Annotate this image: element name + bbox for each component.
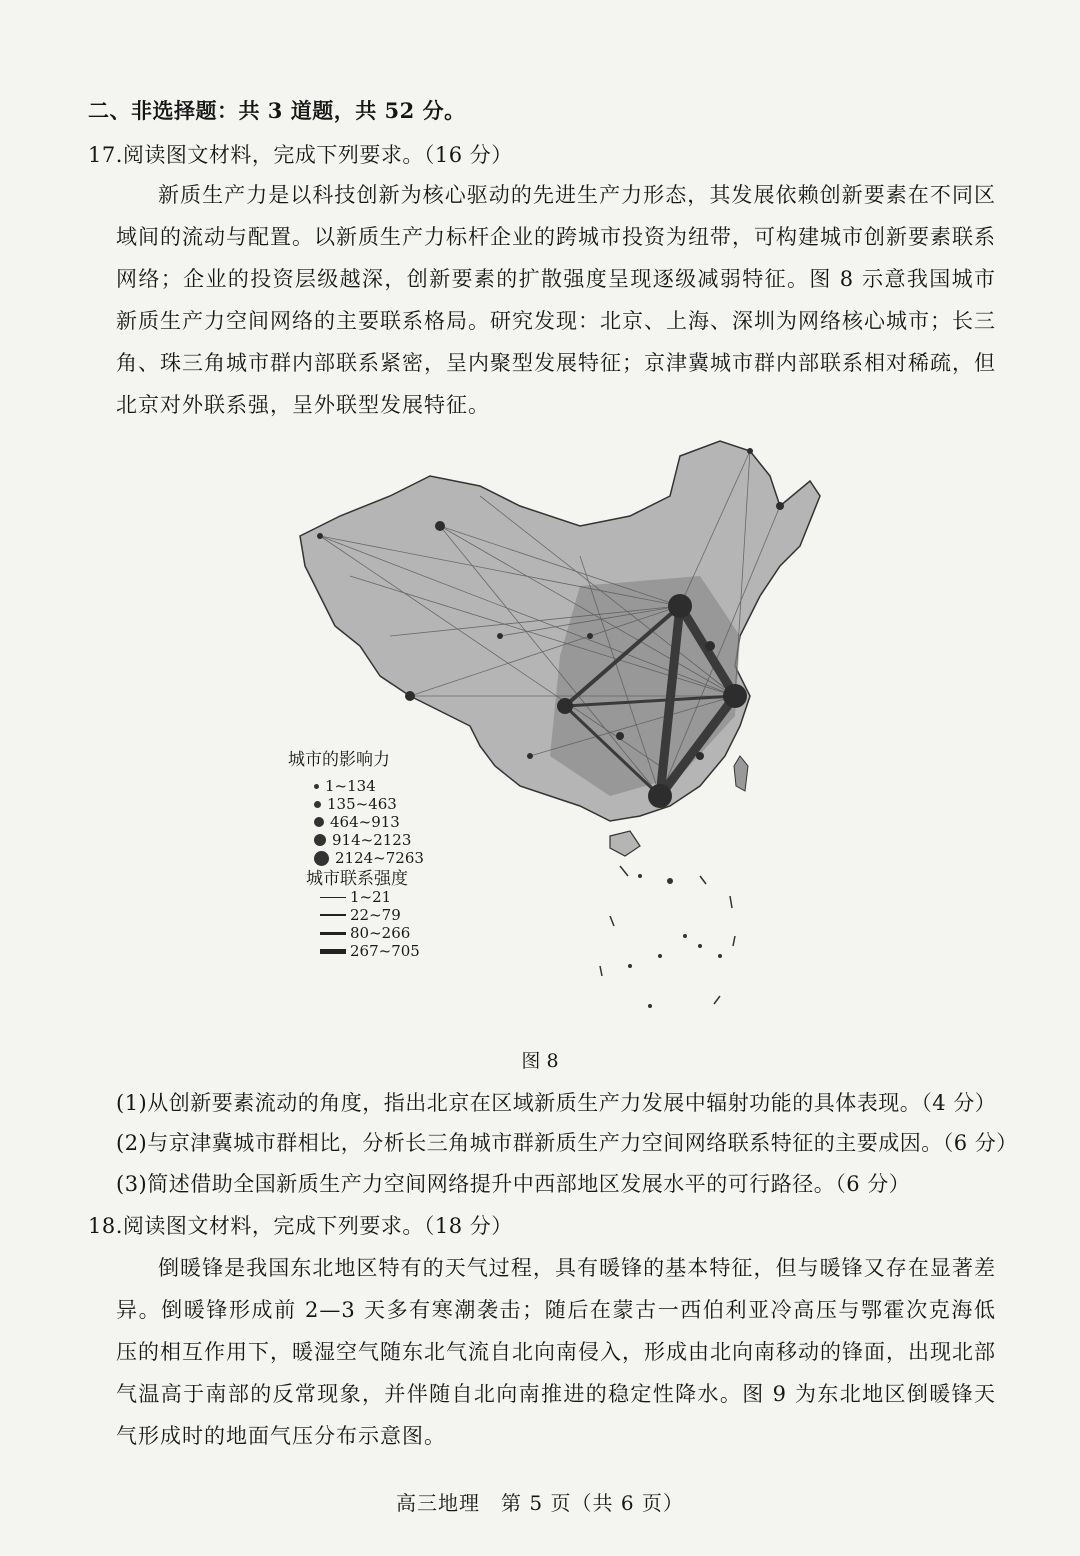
q17-sub2: (2)与京津冀城市群相比，分析长三角城市群新质生产力空间网络联系特征的主要成因。（6 分） (116, 1131, 1018, 1155)
link-class-2 (320, 906, 424, 924)
influence-class-5 (314, 849, 424, 867)
taiwan-island (734, 756, 748, 791)
nine-dash-line (600, 866, 735, 1004)
influence-class-4 (314, 831, 424, 849)
link-swatch (320, 949, 346, 954)
island (718, 954, 722, 958)
node (317, 533, 323, 539)
influence-class-3 (314, 813, 424, 831)
node (696, 752, 704, 760)
section-title: 二、非选择题：共 3 道题，共 52 分。 (88, 98, 466, 123)
node-shanghai (723, 684, 747, 708)
node (747, 448, 753, 454)
island (638, 874, 642, 878)
influence-class-1 (314, 777, 424, 795)
link-swatch (320, 914, 346, 916)
island (667, 878, 673, 884)
node (527, 753, 533, 759)
link-label: 267~705 (350, 941, 420, 960)
link-label: 22~79 (350, 905, 401, 924)
island (698, 944, 702, 948)
figure8-caption: 图 8 (521, 1050, 559, 1072)
node (587, 633, 593, 639)
link-class-3 (320, 924, 424, 942)
influence-dot (314, 817, 324, 827)
link-label: 1~21 (350, 887, 392, 906)
influence-label: 464~913 (330, 812, 400, 831)
island (683, 934, 687, 938)
q17-sub3: (3)简述借助全国新质生产力空间网络提升中西部地区发展水平的可行路径。（6 分） (116, 1172, 911, 1196)
link-class-1 (320, 888, 424, 906)
south-sea-islands (628, 874, 722, 1008)
island (658, 954, 662, 958)
node-chengdu (557, 698, 573, 714)
influence-legend-title: 城市的影响力 (288, 750, 390, 770)
q17-sub1: (1)从创新要素流动的角度，指出北京在区域新质生产力发展中辐射功能的具体表现。（4 分） (116, 1091, 997, 1115)
node (497, 633, 503, 639)
hainan-island (610, 831, 640, 856)
link-swatch (320, 932, 346, 935)
node (776, 502, 784, 510)
influence-label: 2124~7263 (335, 848, 424, 867)
link-class-4 (320, 942, 424, 960)
influence-label: 135~463 (327, 794, 397, 813)
node (405, 691, 415, 701)
island (648, 1004, 652, 1008)
influence-dot (314, 834, 326, 846)
node-beijing (668, 594, 692, 618)
node (705, 641, 715, 651)
node (616, 732, 624, 740)
influence-dot (314, 784, 319, 789)
q17-title: 17.阅读图文材料，完成下列要求。（16 分） (88, 143, 513, 167)
island (628, 964, 632, 968)
influence-label: 914~2123 (332, 830, 412, 849)
q18-paragraph: 倒暖锋是我国东北地区特有的天气过程，具有暖锋的基本特征，但与暖锋又存在显著差异。倒暖锋形成前 2—3 天多有寒潮袭击；随后在蒙古一西伯利亚冷高压与鄂霍次克海低压的相互作用下，暖湿空气随东北气流自北向南侵入，形成由北向南移动的锋面，出现北部气温高于南部的反常现象，并伴随自北向南推进的稳定性降水。图 9 为东北地区倒暖锋天气形成时的地面气压分布示意图。 (116, 1256, 996, 1448)
node-shenzhen (648, 784, 672, 808)
link-label: 80~266 (350, 923, 411, 942)
influence-dot (314, 851, 329, 866)
influence-label: 1~134 (325, 776, 376, 795)
q17-paragraph: 新质生产力是以科技创新为核心驱动的先进生产力形态，其发展依赖创新要素在不同区域间的流动与配置。以新质生产力标杆企业的跨城市投资为纽带，可构建城市创新要素联系网络；企业的投资层级越深，创新要素的扩散强度呈现逐级减弱特征。图 8 示意我国城市新质生产力空间网络的主要联系格局。研究发现：北京、上海、深圳为网络核心城市；长三角、珠三角城市群内部联系紧密，呈内聚型发展特征；京津冀城市群内部联系相对稀疏，但北京对外联系强，呈外联型发展特征。 (116, 183, 996, 417)
link-swatch (320, 897, 346, 898)
link-legend-title: 城市联系强度 (306, 869, 408, 889)
page-footer: 高三地理 第 5 页（共 6 页） (396, 1491, 684, 1515)
map-legend (288, 752, 424, 960)
influence-dot (314, 801, 321, 808)
influence-class-2 (314, 795, 424, 813)
q18-title: 18.阅读图文材料，完成下列要求。（18 分） (88, 1214, 513, 1238)
node (435, 521, 445, 531)
